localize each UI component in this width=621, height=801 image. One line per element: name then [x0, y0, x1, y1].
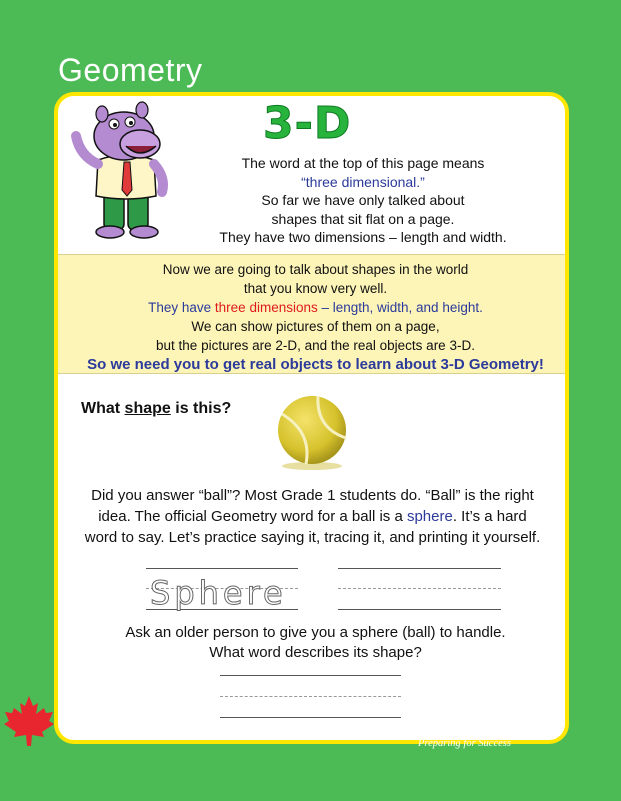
intro-line: The word at the top of this page means — [241, 155, 485, 171]
page-number: 132 — [62, 713, 78, 723]
intro-line: They have two dimensions – length and width. — [219, 229, 507, 245]
sphere-trace-word[interactable]: Sphere — [150, 574, 287, 612]
intro-line-highlight: “three dimensional.” — [301, 173, 425, 190]
heading-3d: 3-D — [263, 98, 352, 149]
explanation-paragraph: Did you answer “ball”? Most Grade 1 students do. “Ball” is the right idea. The official Geometry word for a ball is a sphere. It’s a hard word to say. Let’s practice saying it, tracing it, and printing it yourself. — [84, 487, 541, 546]
intro-line: So far we have only talked about — [261, 192, 465, 208]
band-line: but the pictures are 2-D, and the real objects are 3-D. — [156, 338, 475, 353]
band-line-dimensions: They have three dimensions – length, width, and height. — [148, 300, 483, 315]
band-line: Now we are going to talk about shapes in the world — [162, 262, 469, 277]
print-line-bottom[interactable] — [338, 609, 501, 610]
ask-instructions: Ask an older person to give you a sphere (ball) to handle. What word describes its shape? — [125, 624, 506, 661]
print-line-top[interactable] — [338, 568, 501, 569]
band-line: We can show pictures of them on a page, — [191, 319, 440, 334]
info-band — [58, 254, 569, 374]
trace-line-top — [146, 568, 298, 569]
shape-question: What shape is this? — [81, 400, 232, 417]
answer-line-top[interactable] — [220, 675, 401, 676]
band-callout: So we need you to get real objects to learn about 3-D Geometry! — [87, 356, 544, 373]
page-title: Geometry — [58, 52, 203, 88]
shape-word: shape — [124, 400, 171, 417]
print-line-mid — [338, 588, 501, 589]
answer-line-bottom[interactable] — [220, 717, 401, 718]
content-card — [54, 92, 569, 744]
three-dimensions-highlight: three dimensions — [214, 300, 318, 315]
band-line: that you know very well. — [243, 281, 388, 296]
answer-line-mid — [220, 696, 401, 697]
maple-leaf-icon — [2, 694, 56, 748]
sphere-word: sphere — [406, 508, 453, 525]
intro-text — [188, 154, 538, 247]
footer-text: Preparing for Success — [418, 738, 511, 749]
hippo-illustration — [66, 98, 176, 243]
intro-line: shapes that sit flat on a page. — [271, 210, 455, 227]
tennis-ball-icon — [272, 392, 352, 472]
